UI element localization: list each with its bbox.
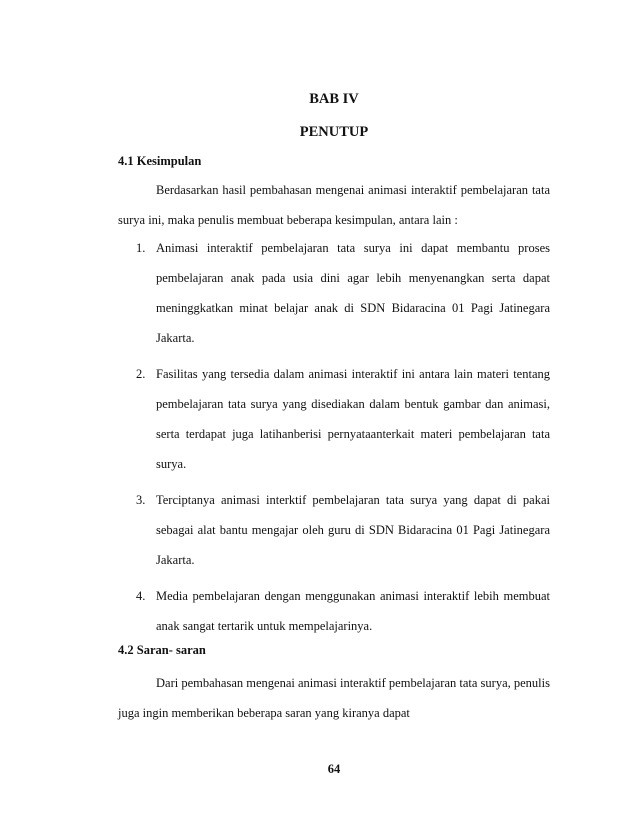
list-item-number: 4. bbox=[136, 589, 146, 603]
section-heading-kesimpulan: 4.1 Kesimpulan bbox=[118, 154, 202, 168]
kesimpulan-intro-paragraph: Berdasarkan hasil pembahasan mengenai animasi interaktif pembelajaran tata surya ini, maka penulis membuat beberapa kesimpulan, antara lain : bbox=[118, 183, 550, 227]
list-item bbox=[118, 581, 550, 641]
section-heading-saran: 4.2 Saran- saran bbox=[118, 643, 206, 657]
kesimpulan-list bbox=[118, 233, 550, 641]
list-item-number: 2. bbox=[136, 367, 146, 381]
list-item-text: Terciptanya animasi interktif pembelajaran tata surya yang dapat di pakai sebagai alat bantu mengajar oleh guru di SDN Bidaracina 01 Pagi Jatinegara Jakarta. bbox=[156, 493, 550, 567]
list-item-text: Fasilitas yang tersedia dalam animasi interaktif ini antara lain materi tentang pembelajaran tata surya yang disediakan dalam bentuk gambar dan animasi, serta terdapat juga latihanberisi pernyataanterkait materi pembelajaran tata surya. bbox=[156, 367, 550, 471]
chapter-title: PENUTUP bbox=[299, 124, 369, 140]
list-item bbox=[118, 233, 550, 353]
list-item-text: Animasi interaktif pembelajaran tata surya ini dapat membantu proses pembelajaran anak pada usia dini agar lebih menyenangkan serta dapat meninggkatkan minat belajar anak di SDN Bidaracina 01 Pagi Jatinegara Jakarta. bbox=[156, 241, 550, 345]
list-item-number: 1. bbox=[136, 241, 146, 255]
page-number: 64 bbox=[327, 762, 341, 776]
list-item bbox=[118, 485, 550, 575]
chapter-number: BAB IV bbox=[309, 91, 359, 107]
list-item-number: 3. bbox=[136, 493, 146, 507]
saran-intro-paragraph: Dari pembahasan mengenai animasi interaktif pembelajaran tata surya, penulis juga ingin memberikan beberapa saran yang kiranya dapat bbox=[118, 676, 550, 720]
list-item bbox=[118, 359, 550, 479]
list-item-text: Media pembelajaran dengan menggunakan animasi interaktif lebih membuat anak sangat tertarik untuk mempelajarinya. bbox=[156, 589, 550, 633]
